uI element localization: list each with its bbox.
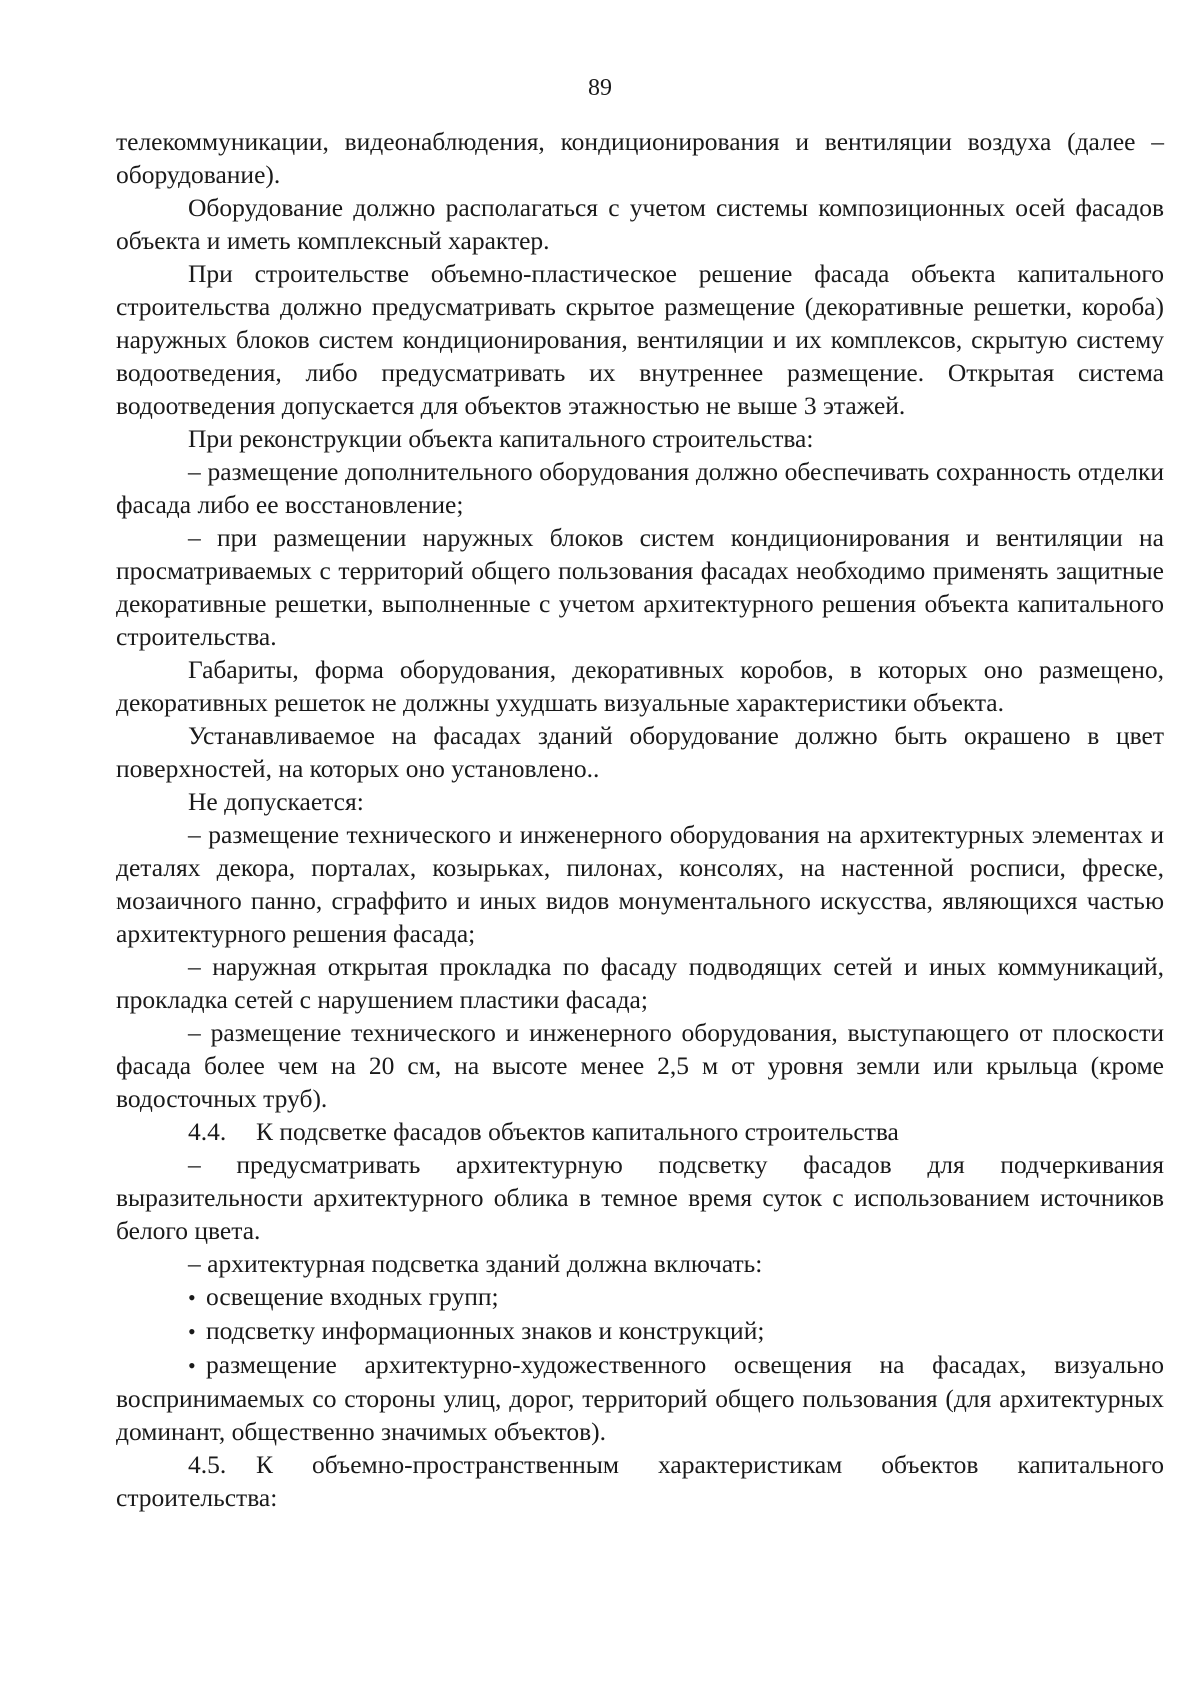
bullet-icon: •: [188, 1353, 196, 1378]
section-title: К подсветке фасадов объектов капитального строительства: [256, 1117, 899, 1146]
section-number: 4.5.: [188, 1450, 227, 1479]
bullet-text: подсветку информационных знаков и конструкций;: [206, 1316, 765, 1345]
paragraph: При строительстве объемно-пластическое решение фасада объекта капитального строительства должно предусматривать скрытое размещение (декоративные решетки, короба) наружных блоков систем кондиционирования, вентиляции и их комплексов, скрытую систему водоотведения, либо предусматривать их внутреннее размещение. Открытая система водоотведения допускается для объектов этажностью не выше 3 этажей.: [116, 259, 1164, 420]
bullet-item: [116, 1348, 1164, 1448]
section-number: 4.4.: [188, 1117, 227, 1146]
section-title: К объемно-пространственным характеристикам объектов капитального строительства:: [116, 1450, 1164, 1512]
paragraph: Габариты, форма оборудования, декоративных коробов, в которых оно размещено, декоративных решеток не должны ухудшать визуальные характеристики объекта.: [116, 655, 1164, 717]
bullet-icon: •: [188, 1319, 196, 1344]
document-body: [116, 125, 1164, 1514]
paragraph: Оборудование должно располагаться с учетом системы композиционных осей фасадов объекта и иметь комплексный характер.: [116, 193, 1164, 255]
paragraph: При реконструкции объекта капитального строительства:: [188, 424, 814, 453]
list-item: – архитектурная подсветка зданий должна включать:: [188, 1249, 763, 1278]
list-item: – размещение технического и инженерного оборудования, выступающего от плоскости фасада более чем на 20 см, на высоте менее 2,5 м от уровня земли или крыльца (кроме водосточных труб).: [116, 1018, 1164, 1113]
bullet-item: [116, 1314, 1164, 1348]
section-heading-4-5: [116, 1448, 1164, 1514]
page-number: 89: [588, 75, 612, 101]
list-item: – размещение дополнительного оборудования должно обеспечивать сохранность отделки фасада либо ее восстановление;: [116, 457, 1164, 519]
list-item: – предусматривать архитектурную подсветку фасадов для подчеркивания выразительности архитектурного облика в темное время суток с использованием источников белого цвета.: [116, 1150, 1164, 1245]
section-heading-4-4: [116, 1115, 1164, 1148]
paragraph: Не допускается:: [188, 787, 364, 816]
paragraph: Устанавливаемое на фасадах зданий оборудование должно быть окрашено в цвет поверхностей, на которых оно установлено..: [116, 721, 1164, 783]
bullet-text: освещение входных групп;: [206, 1282, 499, 1311]
list-item: – при размещении наружных блоков систем кондиционирования и вентиляции на просматриваемых с территорий общего пользования фасадах необходимо применять защитные декоративные решетки, выполненные с учетом архитектурного решения объекта капитального строительства.: [116, 523, 1164, 651]
list-item: – наружная открытая прокладка по фасаду подводящих сетей и иных коммуникаций, прокладка сетей с нарушением пластики фасада;: [116, 952, 1164, 1014]
paragraph: телекоммуникации, видеонаблюдения, кондиционирования и вентиляции воздуха (далее – оборудование).: [116, 127, 1164, 189]
bullet-text: размещение архитектурно-художественного освещения на фасадах, визуально воспринимаемых со стороны улиц, дорог, территорий общего пользования (для архитектурных доминант, общественно значимых объектов).: [116, 1350, 1164, 1446]
bullet-icon: •: [188, 1285, 196, 1310]
list-item: – размещение технического и инженерного оборудования на архитектурных элементах и деталях декора, порталах, козырьках, пилонах, консолях, на настенной росписи, фреске, мозаичного панно, сграффито и иных видов монументального искусства, являющихся частью архитектурного решения фасада;: [116, 820, 1164, 948]
bullet-item: [116, 1280, 1164, 1314]
